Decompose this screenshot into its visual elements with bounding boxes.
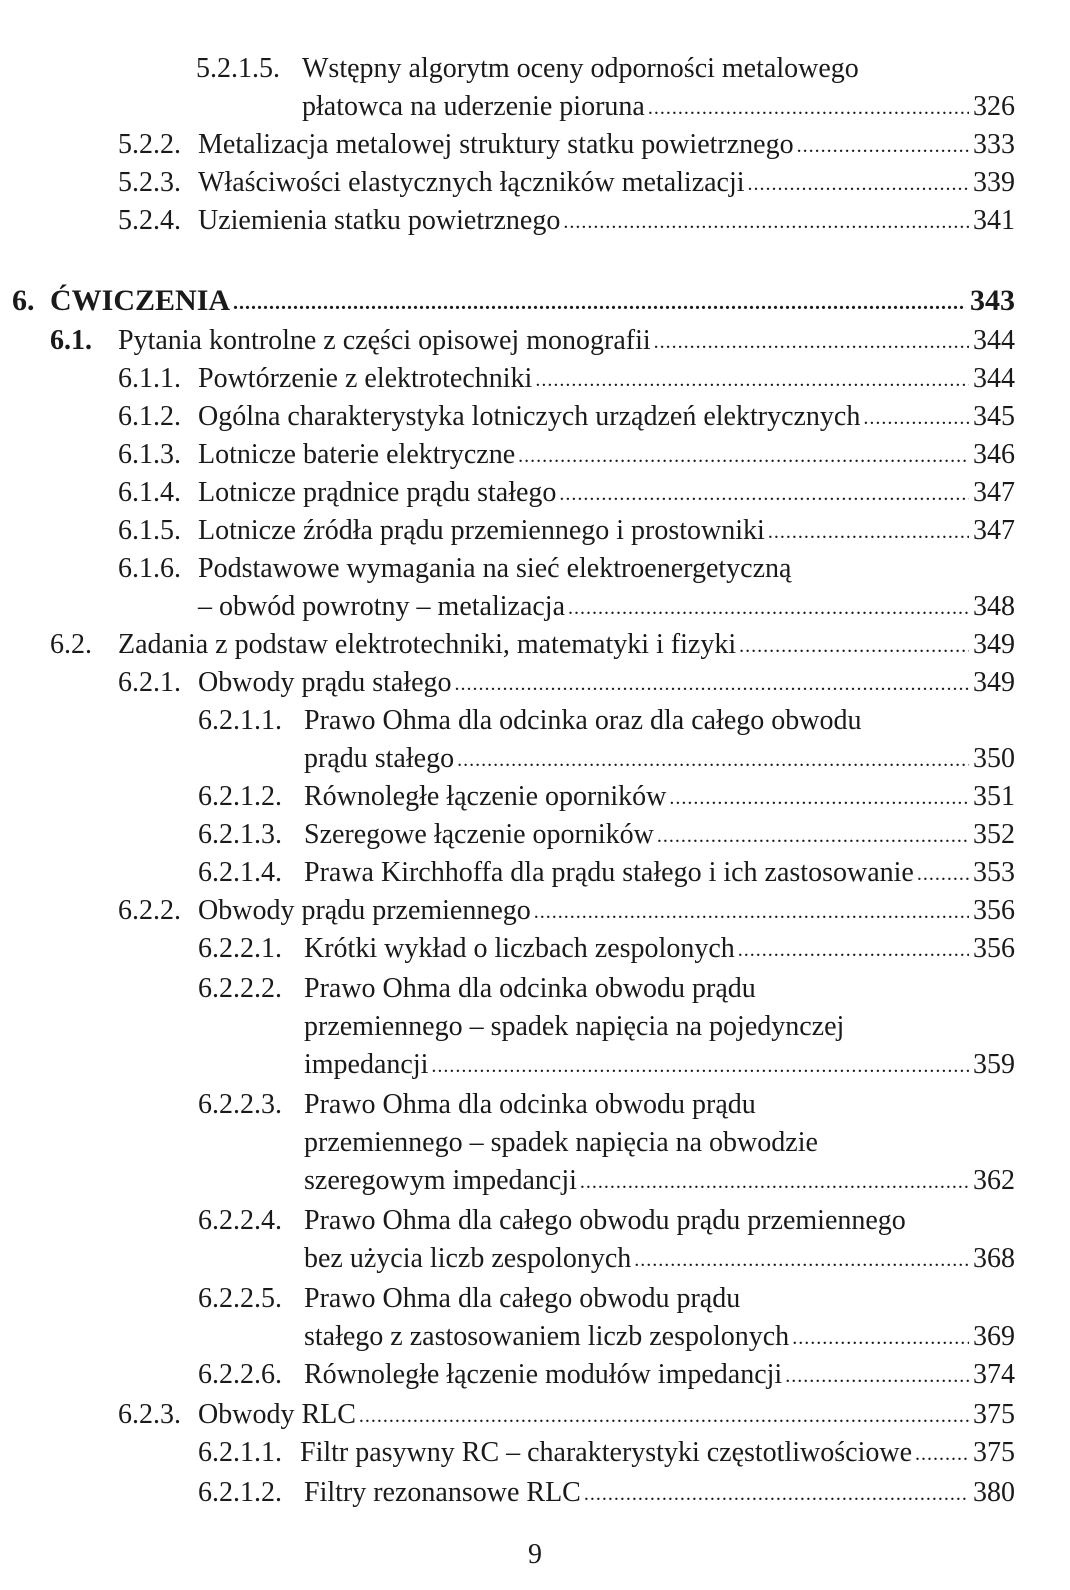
dot-leader bbox=[748, 165, 969, 203]
toc-entry-page: 349 bbox=[973, 629, 1015, 660]
toc-entry-page: 368 bbox=[973, 1243, 1015, 1274]
toc-entry-title-line: – obwód powrotny – metalizacja bbox=[198, 591, 566, 622]
toc-entry-title-line: Obwody RLC bbox=[198, 1399, 356, 1430]
toc-entry-title-line: Prawo Ohma dla odcinka obwodu prądu bbox=[304, 1089, 756, 1120]
toc-entry-title-line: Uziemienia statku powietrznego bbox=[198, 205, 561, 236]
toc-entry-title-line: Pytania kontrolne z części opisowej monografii bbox=[118, 325, 651, 356]
toc-entry-page: 347 bbox=[973, 515, 1015, 546]
toc-entry-number: 6.1.1. bbox=[118, 363, 181, 394]
toc-entry-number: 6.2.1.4. bbox=[198, 857, 282, 888]
toc-entry-number: 6.1.5. bbox=[118, 515, 181, 546]
toc-entry-number: 6.2.2.2. bbox=[198, 973, 282, 1004]
dot-leader bbox=[457, 741, 969, 779]
toc-entry-page: 345 bbox=[973, 401, 1015, 432]
dot-leader bbox=[580, 1163, 969, 1201]
toc-entry-number: 6.1.4. bbox=[118, 477, 181, 508]
toc-entry-title-line: Krótki wykład o liczbach zespolonych bbox=[304, 933, 735, 964]
toc-entry-last-line bbox=[198, 588, 1015, 626]
dot-leader bbox=[915, 1435, 969, 1473]
toc-entry-title-line: Prawo Ohma dla całego obwodu prądu bbox=[304, 1283, 741, 1314]
toc-entry-last-line bbox=[304, 1240, 1015, 1278]
toc-entry-title-line: płatowca na uderzenie pioruna bbox=[302, 91, 645, 122]
toc-entry-page: 350 bbox=[973, 743, 1015, 774]
dot-leader bbox=[863, 399, 969, 437]
toc-entry-page: 375 bbox=[973, 1437, 1015, 1468]
toc-entry-line bbox=[198, 474, 1015, 512]
toc-entry-number: 6.2.3. bbox=[118, 1399, 181, 1430]
dot-leader bbox=[563, 203, 969, 241]
toc-entry-page: 356 bbox=[973, 933, 1015, 964]
toc-entry-number: 6.2.2.6. bbox=[198, 1359, 282, 1390]
toc-entry-line bbox=[198, 1396, 1015, 1434]
dot-leader bbox=[233, 284, 966, 322]
dot-leader bbox=[359, 1397, 969, 1435]
toc-entry-title-line: Ogólna charakterystyka lotniczych urządzeń elektrycznych bbox=[198, 401, 861, 432]
toc-entry-title-line: Prawa Kirchhoffa dla prądu stałego i ich zastosowanie bbox=[304, 857, 914, 888]
toc-entry-number: 6.1. bbox=[50, 325, 92, 356]
toc-entry-title-line: Obwody prądu stałego bbox=[198, 667, 452, 698]
dot-leader bbox=[584, 1475, 969, 1513]
toc-entry-line bbox=[118, 626, 1015, 664]
toc-entry-line bbox=[304, 1356, 1015, 1394]
dot-leader bbox=[518, 437, 969, 475]
toc-entry-number: 6.1.3. bbox=[118, 439, 181, 470]
dot-leader bbox=[534, 893, 969, 931]
toc-entry-number: 5.2.4. bbox=[118, 205, 181, 236]
toc-entry-title-line: stałego z zastosowaniem liczb zespolonych bbox=[304, 1321, 790, 1352]
dot-leader bbox=[738, 931, 969, 969]
dot-leader bbox=[654, 323, 969, 361]
toc-entry-number: 6.1.2. bbox=[118, 401, 181, 432]
toc-entry-title-line: Prawo Ohma dla całego obwodu prądu przemiennego bbox=[304, 1205, 906, 1236]
dot-leader bbox=[535, 361, 969, 399]
toc-entry-line bbox=[304, 854, 1015, 892]
toc-entry-title-line: Lotnicze źródła prądu przemiennego i prostowniki bbox=[198, 515, 765, 546]
toc-entry-page: 374 bbox=[973, 1359, 1015, 1390]
toc-entry-title-line: Prawo Ohma dla odcinka oraz dla całego obwodu bbox=[304, 705, 862, 736]
toc-entry-number: 5.2.1.5. bbox=[196, 53, 280, 84]
toc-entry-line bbox=[198, 436, 1015, 474]
toc-entry-page: 349 bbox=[973, 667, 1015, 698]
toc-entry-title-line: impedancji bbox=[304, 1049, 429, 1080]
toc-entry-line bbox=[198, 164, 1015, 202]
toc-entry-line bbox=[304, 930, 1015, 968]
toc-entry-title-line: Filtry rezonansowe RLC bbox=[304, 1477, 581, 1508]
toc-entry-title-line: Wstępny algorytm oceny odporności metalowego bbox=[302, 53, 859, 84]
toc-entry-number: 6.1.6. bbox=[118, 553, 181, 584]
toc-entry-page: 351 bbox=[973, 781, 1015, 812]
toc-entry-page: 344 bbox=[973, 363, 1015, 394]
toc-entry-line bbox=[198, 664, 1015, 702]
dot-leader bbox=[785, 1357, 969, 1395]
toc-chapter-title: ĆWICZENIA bbox=[50, 284, 231, 317]
toc-entry-page: 353 bbox=[973, 857, 1015, 888]
toc-entry-page: 333 bbox=[973, 129, 1015, 160]
toc-entry-line bbox=[198, 202, 1015, 240]
toc-entry-title-line: Równoległe łączenie modułów impedancji bbox=[304, 1359, 783, 1390]
toc-entry-page: 375 bbox=[973, 1399, 1015, 1430]
toc-entry-line bbox=[198, 512, 1015, 550]
toc-entry-page: 344 bbox=[973, 325, 1015, 356]
toc-entry-title-line: Metalizacja metalowej struktury statku powietrznego bbox=[198, 129, 794, 160]
toc-entry-number: 6.2.1.3. bbox=[198, 819, 282, 850]
toc-entry-title-line: Równoległe łączenie oporników bbox=[304, 781, 667, 812]
dot-leader bbox=[634, 1241, 969, 1279]
toc-entry-last-line bbox=[304, 740, 1015, 778]
toc-entry-page: 346 bbox=[973, 439, 1015, 470]
toc-entry-title-line: Szeregowe łączenie oporników bbox=[304, 819, 654, 850]
toc-entry-number: 6.2.2.3. bbox=[198, 1089, 282, 1120]
toc-entry-number: 6.2.2.5. bbox=[198, 1283, 282, 1314]
toc-entry-page: 362 bbox=[973, 1165, 1015, 1196]
dot-leader bbox=[669, 779, 969, 817]
dot-leader bbox=[768, 513, 969, 551]
dot-leader bbox=[657, 817, 969, 855]
toc-entry-number: 6.2.2.4. bbox=[198, 1205, 282, 1236]
toc-entry-title-line: Właściwości elastycznych łączników metalizacji bbox=[198, 167, 745, 198]
dot-leader bbox=[648, 89, 969, 127]
toc-entry-number: 5.2.2. bbox=[118, 129, 181, 160]
toc-entry-line bbox=[198, 398, 1015, 436]
toc-entry-title-line: Zadania z podstaw elektrotechniki, matematyki i fizyki bbox=[118, 629, 737, 660]
toc-entry-page: 380 bbox=[973, 1477, 1015, 1508]
toc-entry-line bbox=[198, 126, 1015, 164]
toc-entry-page: 343 bbox=[970, 284, 1015, 317]
dot-leader bbox=[568, 589, 969, 627]
toc-entry-number: 6.2.2.1. bbox=[198, 933, 282, 964]
toc-entry-line bbox=[198, 892, 1015, 930]
toc-entry-last-line bbox=[304, 1046, 1015, 1084]
toc-entry-number: 6.2.1.1. bbox=[198, 1437, 282, 1468]
toc-entry-page: 341 bbox=[973, 205, 1015, 236]
toc-entry-number: 6. bbox=[12, 284, 35, 317]
toc-entry-title-line: Obwody prądu przemiennego bbox=[198, 895, 531, 926]
toc-entry-line bbox=[198, 360, 1015, 398]
toc-entry-last-line bbox=[304, 1162, 1015, 1200]
toc-entry-number: 5.2.3. bbox=[118, 167, 181, 198]
toc-entry-page: 348 bbox=[973, 591, 1015, 622]
toc-entry-last-line bbox=[302, 88, 1015, 126]
dot-leader bbox=[917, 855, 969, 893]
toc-entry-number: 6.2.1. bbox=[118, 667, 181, 698]
toc-entry-title-line: szeregowym impedancji bbox=[304, 1165, 577, 1196]
dot-leader bbox=[455, 665, 969, 703]
toc-entry-title-line: prądu stałego bbox=[304, 743, 455, 774]
toc-entry-page: 347 bbox=[973, 477, 1015, 508]
toc-entry-number: 6.2.1.1. bbox=[198, 705, 282, 736]
toc-entry-title-line: Lotnicze prądnice prądu stałego bbox=[198, 477, 557, 508]
toc-entry-line bbox=[304, 1474, 1015, 1512]
dot-leader bbox=[792, 1319, 969, 1357]
dot-leader bbox=[431, 1047, 969, 1085]
toc-entry-page: 326 bbox=[973, 91, 1015, 122]
toc-entry-title-line: Powtórzenie z elektrotechniki bbox=[198, 363, 533, 394]
toc-chapter-line bbox=[50, 282, 1015, 320]
toc-entry-page: 339 bbox=[973, 167, 1015, 198]
dot-leader bbox=[559, 475, 969, 513]
dot-leader bbox=[739, 627, 969, 665]
toc-entry-line bbox=[304, 778, 1015, 816]
toc-entry-title-line: bez użycia liczb zespolonych bbox=[304, 1243, 632, 1274]
toc-entry-title-line: Filtr pasywny RC – charakterystyki częstotliwościowe bbox=[300, 1437, 912, 1468]
toc-entry-last-line bbox=[304, 1318, 1015, 1356]
dot-leader bbox=[797, 127, 969, 165]
toc-entry-number: 6.2.2. bbox=[118, 895, 181, 926]
toc-entry-title-line: przemiennego – spadek napięcia na pojedynczej bbox=[304, 1011, 845, 1042]
toc-entry-number: 6.2. bbox=[50, 629, 92, 660]
toc-entry-line bbox=[300, 1434, 1015, 1472]
toc-entry-title-line: Prawo Ohma dla odcinka obwodu prądu bbox=[304, 973, 756, 1004]
toc-entry-page: 369 bbox=[973, 1321, 1015, 1352]
toc-entry-page: 356 bbox=[973, 895, 1015, 926]
toc-entry-title-line: przemiennego – spadek napięcia na obwodzie bbox=[304, 1127, 818, 1158]
toc-entry-title-line: Podstawowe wymagania na sieć elektroenergetyczną bbox=[198, 553, 792, 584]
toc-entry-line bbox=[304, 816, 1015, 854]
toc-entry-title-line: Lotnicze baterie elektryczne bbox=[198, 439, 516, 470]
page-number: 9 bbox=[528, 1539, 542, 1570]
toc-entry-number: 6.2.1.2. bbox=[198, 781, 282, 812]
toc-entry-number: 6.2.1.2. bbox=[198, 1477, 282, 1508]
toc-entry-page: 359 bbox=[973, 1049, 1015, 1080]
toc-entry-line bbox=[118, 322, 1015, 360]
toc-entry-page: 352 bbox=[973, 819, 1015, 850]
